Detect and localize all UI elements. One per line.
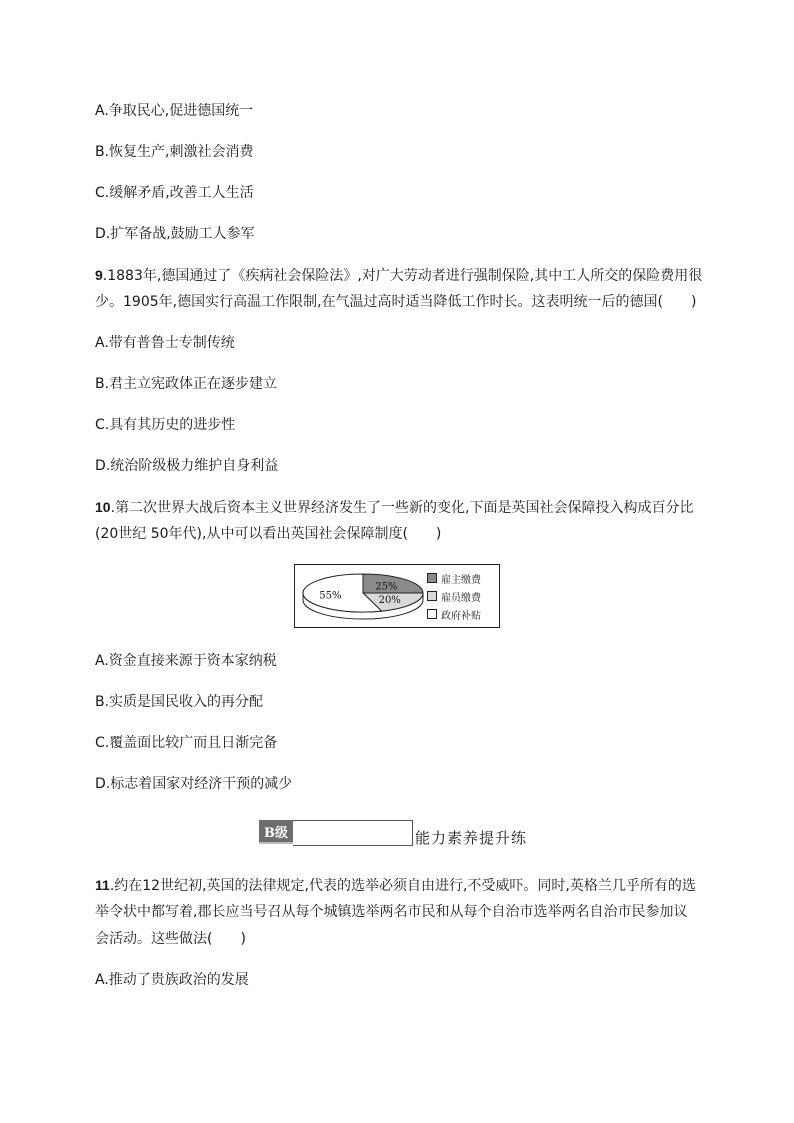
q10-text-line2: (20世纪 50年代),从中可以看出英国社会保障制度( (95, 526, 408, 542)
q9-option-c: C.具有其历史的进步性 (95, 417, 236, 433)
section-banner (259, 818, 527, 846)
legend-item-2 (427, 587, 497, 605)
q9-stem-line2 (95, 293, 696, 311)
q8-option-c: C.缓解矛盾,改善工人生活 (95, 185, 254, 201)
q9-stem-line1 (95, 266, 702, 285)
q11-option-a: A.推动了贵族政治的发展 (95, 972, 249, 988)
q10-option-d: D.标志着国家对经济干预的减少 (95, 776, 293, 792)
pie-data-label-1: 25% (375, 581, 398, 593)
q9-paren-close: ) (691, 294, 697, 310)
q10-option-b: B.实质是国民收入的再分配 (95, 694, 264, 710)
q9-number: 9 (95, 267, 103, 283)
q8-option-d: D.扩军备战,鼓励工人参军 (95, 226, 255, 242)
q8-option-b: B.恢复生产,刺激社会消费 (95, 144, 254, 160)
legend-item-1 (427, 569, 497, 587)
q10-stem-line2 (95, 525, 441, 543)
legend-swatch (427, 573, 437, 583)
q9-option-a: A.带有普鲁士专制传统 (95, 335, 235, 351)
q9-option-b: B.君主立宪政体正在逐步建立 (95, 376, 278, 392)
section-title: 能力素养提升练 (415, 829, 528, 847)
q11-stem-line3 (95, 930, 246, 948)
chart-legend (427, 569, 497, 623)
q11-text-line3: 会活动。这些做法( (95, 931, 213, 947)
legend-label: 政府补贴 (441, 610, 481, 622)
legend-label: 雇主缴费 (441, 574, 481, 586)
q11-text-line1: .约在12世纪初,英国的法律规定,代表的选举必须自由进行,不受威吓。同时,英格兰几乎所有的选 (109, 878, 696, 894)
q10-stem-line1 (95, 498, 693, 517)
q11-paren-close: ) (240, 931, 246, 947)
pie-data-label-3: 55% (319, 590, 342, 602)
q11-number: 11 (95, 877, 110, 893)
legend-label: 雇员缴费 (441, 592, 481, 604)
legend-item-3 (427, 605, 497, 623)
q10-text-line1: .第二次世界大战后资本主义世界经济发生了一些新的变化,下面是英国社会保障投入构成百分比 (110, 500, 694, 516)
legend-swatch (427, 591, 437, 601)
q9-option-d: D.统治阶级极力维护自身利益 (95, 458, 279, 474)
q11-stem-line2: 举令状中都写着,郡长应当号召从每个城镇选举两名市民和从每个自治市选举两名自治市民参加议 (95, 904, 688, 920)
q10-paren-close: ) (435, 526, 442, 542)
q10-option-a: A.资金直接来源于资本家纳税 (95, 653, 277, 669)
q8-option-a: A.争取民心,促进德国统一 (95, 103, 254, 119)
pie-data-label-2: 20% (378, 595, 401, 607)
level-badge: B级 (259, 820, 293, 844)
q9-text-line1: .1883年,德国通过了《疾病社会保险法》,对广大劳动者进行强制保险,其中工人所交的保险费用很 (102, 268, 703, 284)
q11-stem-line1 (95, 876, 696, 895)
q9-text-line2: 少。1905年,德国实行高温工作限制,在气温过高时适当降低工作时长。这表明统一后的德国( (95, 294, 663, 310)
q10-option-c: C.覆盖面比较广而且日渐完备 (95, 735, 278, 751)
q10-number: 10 (95, 499, 111, 515)
pie-chart-figure (294, 564, 500, 628)
banner-frame (293, 820, 413, 846)
legend-swatch (427, 609, 437, 619)
pie-chart (295, 565, 429, 627)
